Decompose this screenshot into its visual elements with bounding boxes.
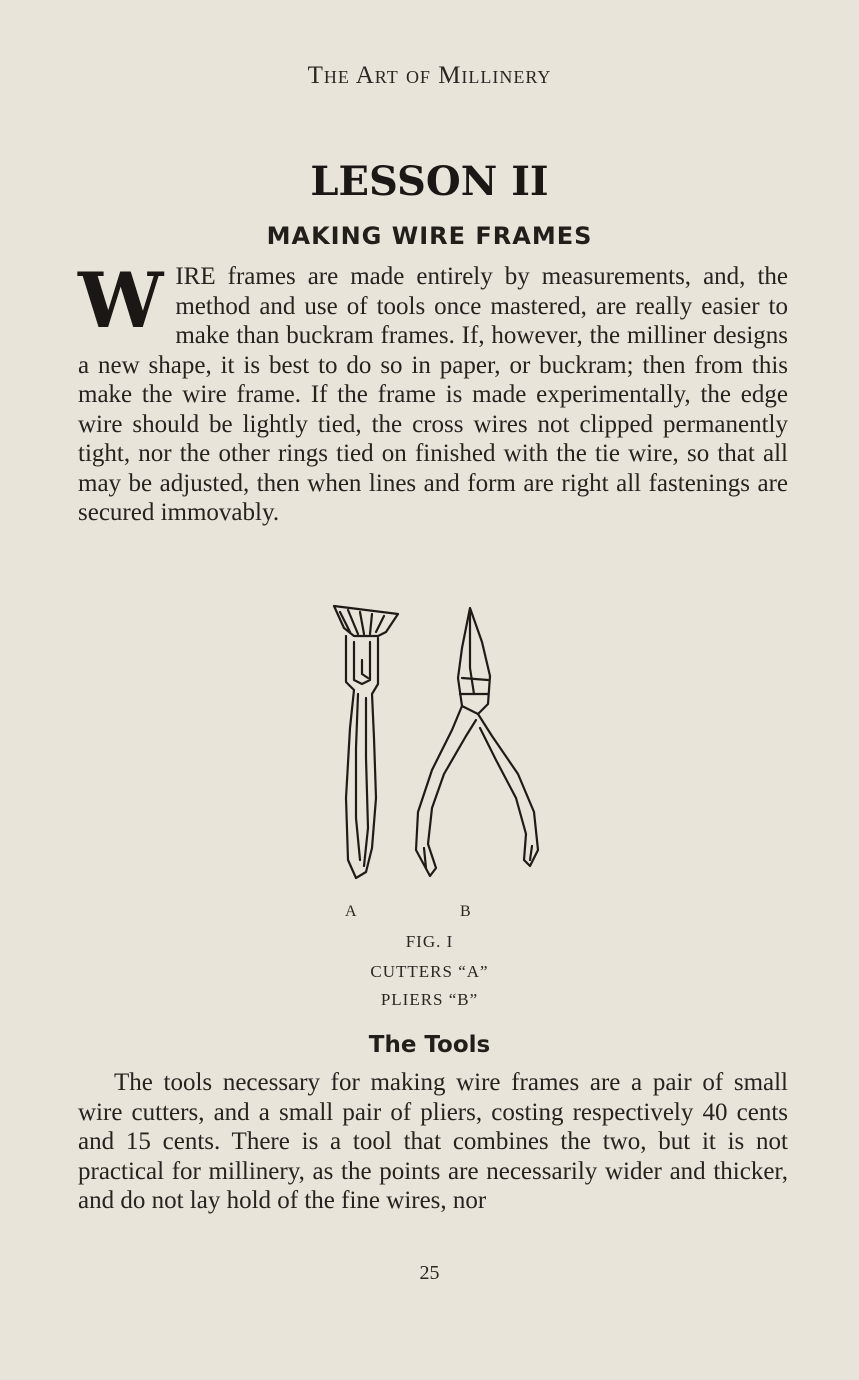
intro-paragraph <box>78 256 788 528</box>
cutters-drawing <box>334 606 398 878</box>
chapter-subtitle: MAKING WIRE FRAMES <box>266 222 593 250</box>
pliers-drawing <box>416 608 538 876</box>
figure-label-b: B <box>460 903 471 920</box>
lesson-title: LESSON II <box>310 158 549 205</box>
drop-cap: W <box>78 256 164 345</box>
figure-caption-cutters: CUTTERS “A” <box>370 962 489 981</box>
figure-label-a: A <box>345 903 357 920</box>
running-head: The Art of Millinery <box>307 62 552 89</box>
figure-caption-pliers: PLIERS “B” <box>380 990 479 1009</box>
section-heading: The Tools <box>368 1032 491 1058</box>
figure-letters <box>0 903 859 929</box>
intro-text: IRE frames are made entirely by measurements, and, the method and use of tools once mastered, are really easier to make than buckram frames. If, however, the milliner designs a new shape, it is best to do so in paper, or buckram; then from this make the wire frame. If the frame is made experimentally, the edge wire should be lightly tied, the cross wires not clipped permanently tight, nor the other rings tied on finished with the tie wire, so that all may be adjusted, then when lines and form are right all fastenings are secured immovably. <box>78 263 788 526</box>
page-number: 25 <box>419 1262 440 1284</box>
tools-paragraph: The tools necessary for making wire frames are a pair of small wire cutters, and a small pair of pliers, costing respectively 40 cents and 15 cents. There is a tool that combines the two, but it is not practical for millinery, as the points are necessarily wider and thicker, and do not lay hold of the fine wires, nor <box>78 1069 788 1214</box>
figure-caption-number: FIG. I <box>405 932 454 951</box>
tools-illustration <box>320 598 560 898</box>
